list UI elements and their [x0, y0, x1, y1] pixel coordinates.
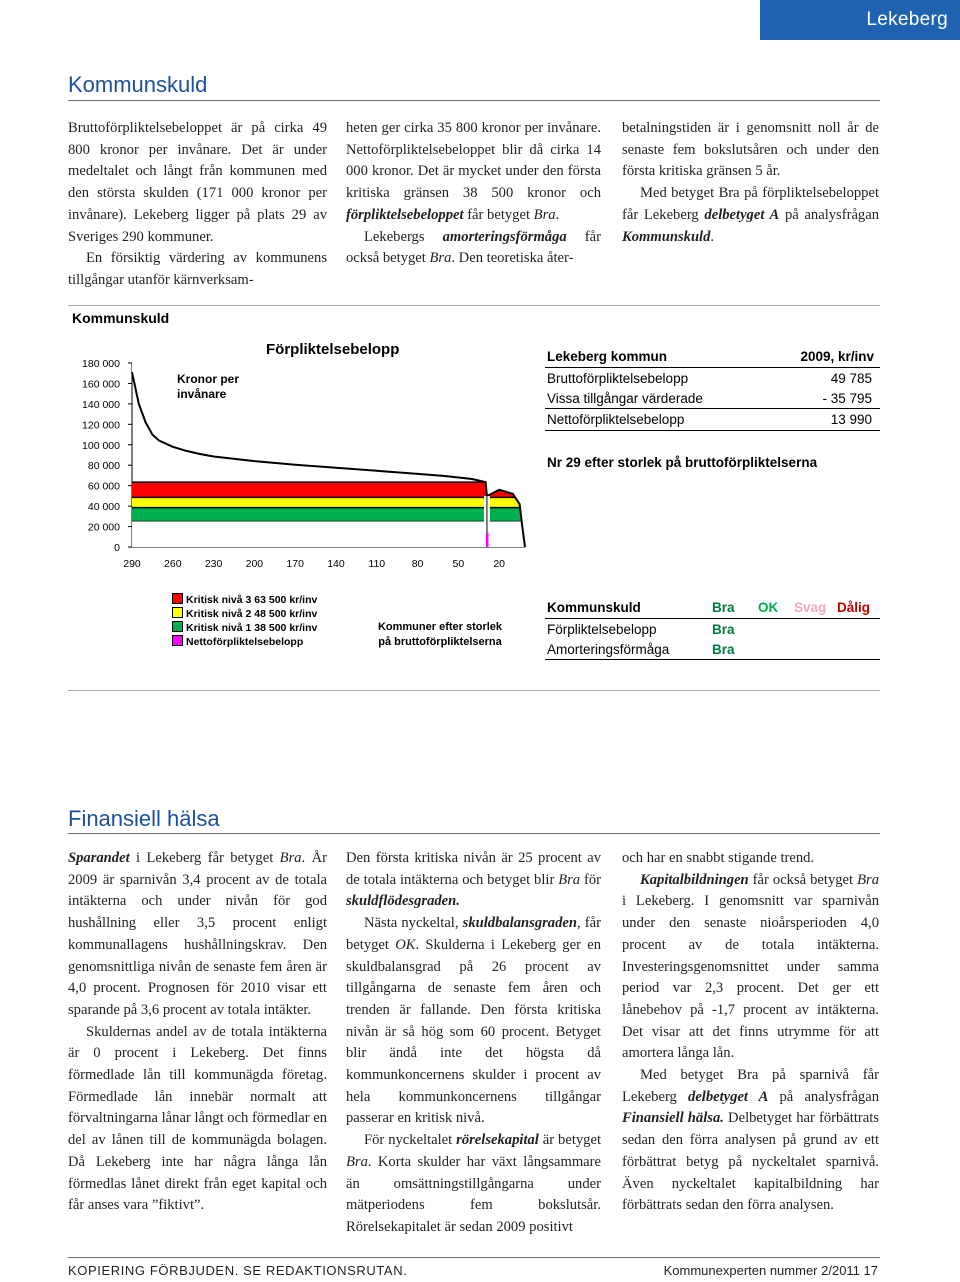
- paragraph: och har en snabbt stigande trend.: [622, 850, 815, 866]
- scale-dalig: Dålig: [837, 600, 871, 615]
- y-tick-label: 160 000: [82, 378, 120, 391]
- paragraph: Lekebergs amorteringsförmåga får också betyget Bra. Den teoretiska åter-: [346, 228, 601, 267]
- debt-distribution-chart: [40, 335, 580, 595]
- x-tick-label: 230: [204, 558, 223, 570]
- paragraph: Sparandet i Lekeberg får betyget Bra. År 2009 är sparnivån 3,4 procent av de totala intäkterna och under nivån för god hushållning eller 3,5 procent enligt kommunallagens hushållningskrav. Den genomsnittliga nivån de senaste fem åren är 4,0 procent. Prognosen för 2010 visar ett sparande på 3,6 procent av totala intäkter.: [68, 850, 327, 1018]
- band-floor: [132, 521, 525, 547]
- paragraph: Bruttoförpliktelsebeloppet är på cirka 49 800 kronor per invånare. Det är under medeltalet och långt från kommunen med den största skulden (171 000 kronor per invånare). Lekeberg ligger på plats 29 av Sveriges 290 kommuner.: [68, 120, 327, 245]
- grade-row: Amorteringsförmåga Bra: [545, 639, 880, 660]
- key-figures-table: [545, 347, 880, 431]
- section-heading-kommunskuld: Kommunskuld: [68, 72, 208, 97]
- legend-item-net: Nettoförpliktelsebelopp: [172, 635, 303, 648]
- text-column-2: [346, 118, 601, 270]
- table-header: [545, 347, 880, 368]
- x-tick-label: 290: [123, 558, 141, 570]
- section-rule: [68, 100, 880, 101]
- panel-rule-bottom: [68, 690, 880, 691]
- table-row: Vissa tillgångar värderade - 35 795: [545, 388, 880, 409]
- grade-table-title: Kommunskuld: [547, 600, 641, 615]
- paragraph: För nyckeltalet rörelsekapital är betyget Bra. Korta skulder har växt långsammare än omsättningstillgångarna under mätperiodens fem bokslutsår. Rörelsekapitalet är sedan 2009 positivt: [346, 1132, 602, 1235]
- band-kritisk-nivå-3: [132, 482, 525, 497]
- y-tick-label: 60 000: [87, 480, 120, 493]
- legend-item-level2: Kritisk nivå 2 48 500 kr/inv: [172, 607, 317, 620]
- net-debt-marker: [486, 533, 489, 547]
- x-tick-label: 50: [452, 558, 465, 570]
- legend-item-level1: Kritisk nivå 1 38 500 kr/inv: [172, 621, 317, 634]
- paragraph: heten ger cirka 35 800 kronor per invånare. Nettoförpliktelsebeloppet blir då cirka 14 000 kronor. Det är mycket under den första kritiska gränsen 38 500 kronor och förpliktelsebeloppet får betyget Bra.: [346, 120, 601, 223]
- grade-table: [545, 597, 880, 660]
- copyright-note: KOPIERING FÖRBJUDEN. SE REDAKTIONSRUTAN.: [68, 1263, 408, 1278]
- x-tick-label: 260: [164, 558, 182, 570]
- x-tick-label: 170: [286, 558, 304, 570]
- municipality-banner: Lekeberg: [760, 0, 960, 40]
- y-tick-label: 140 000: [82, 398, 120, 411]
- text-column-1: [68, 118, 327, 292]
- x-axis-caption: Kommuner efter storlek på bruttoförpliktelserna: [377, 621, 503, 648]
- table-row: Bruttoförpliktelsebelopp 49 785: [547, 371, 872, 386]
- y-tick-label: 40 000: [87, 501, 120, 514]
- table-row: Nettoförpliktelsebelopp 13 990: [547, 412, 872, 427]
- legend-swatch: [172, 635, 183, 646]
- legend-swatch: [172, 593, 183, 604]
- text-column-1: [68, 848, 327, 1217]
- chart-subtitle: Förpliktelsebelopp: [266, 341, 400, 358]
- y-tick-label: 20 000: [87, 521, 120, 534]
- legend-swatch: [172, 607, 183, 618]
- grade-table-header: [545, 597, 880, 619]
- section-rule: [68, 833, 880, 834]
- y-axis-unit: Kronor per invånare: [177, 372, 240, 401]
- table-header-label: Lekeberg kommun: [547, 349, 668, 364]
- paragraph: Med betyget Bra på sparnivå får Lekeberg delbetyget A på analysfrågan Finansiell hälsa. Delbetyget har förbättrats sedan den förra analysen på grund av ett förbättrat betyg på nyckeltalet sparnivå. Även nyckeltalet kapitalbildning har förbättrats sedan den förra analysen.: [622, 1067, 880, 1214]
- text-column-2: [346, 848, 601, 1239]
- x-tick-label: 80: [411, 558, 424, 570]
- publication-page: Kommunexperten nummer 2/2011 17: [663, 1263, 878, 1278]
- text-column-3: [622, 118, 879, 248]
- paragraph: Kapitalbildningen får också betyget Bra i Lekeberg. I genomsnitt var sparnivån under den senaste nioårsperioden 4,0 procent av de totala intäkterna. Investeringsgenomsnittet under samma period var 2,3 procent. Det ger ett lånebehov på -1,7 procent av intäkterna. Det visar att det finns utrymme för att amortera långa lån.: [622, 871, 879, 1062]
- paragraph: Den första kritiska nivån är 25 procent av de totala intäkterna och betyget blir Bra för skuldflödesgraden.: [346, 850, 602, 910]
- grade-row: Förpliktelsebelopp Bra: [547, 622, 735, 637]
- rank-note: Nr 29 efter storlek på bruttoförpliktelserna: [547, 455, 818, 470]
- paragraph: Med betyget Bra på förpliktelsebeloppet får Lekeberg delbetyget A på analysfrågan Kommunskuld.: [622, 185, 879, 245]
- x-tick-label: 140: [327, 558, 345, 570]
- y-tick-label: 100 000: [82, 439, 120, 452]
- scale-bra: Bra: [712, 600, 735, 615]
- section-heading-finansiell-halsa: Finansiell hälsa: [68, 806, 220, 831]
- paragraph: En försiktig värdering av kommunens tillgångar utanför kärnverksam-: [68, 250, 327, 288]
- y-tick-label: 180 000: [82, 358, 120, 370]
- paragraph: Skuldernas andel av de totala intäkterna är 0 procent i Lekeberg. Det finns förmedlade lån till kommunägda företag. Förmedlade lån innebär normalt att förvaltningarna lånar långt och förmedlar en del av lånen till de kommunägda bolagen. Då Lekeberg inte har några långa lån förmedlas lånet direkt från eget kapital och får anses vara ”fiktivt”.: [68, 1023, 327, 1214]
- chart-panel-title: Kommunskuld: [72, 310, 170, 326]
- x-tick-label: 200: [245, 558, 264, 570]
- legend-swatch: [172, 621, 183, 632]
- panel-rule: [68, 305, 880, 306]
- band-kritisk-nivå-2: [132, 497, 525, 507]
- y-tick-label: 0: [114, 542, 120, 554]
- scale-svag: Svag: [794, 600, 827, 615]
- paragraph: Nästa nyckeltal, skuldbalansgraden, får betyget OK. Skulderna i Lekeberg ger en skuldbalansgrad på 26 procent av tillgångarna de senaste fem åren och trenden är fallande. Den första kritiska nivån är så hög som 60 procent. Betyget blir ändå inte det högsta då kommunkoncernens skulder i procent av hela kommunkoncernens tillgångar passerar en kritisk nivå.: [346, 915, 601, 1127]
- x-tick-label: 110: [368, 558, 386, 570]
- table-header-year: 2009, kr/inv: [800, 349, 874, 364]
- y-tick-label: 80 000: [87, 460, 120, 473]
- text-column-3: [622, 848, 879, 1217]
- y-tick-label: 120 000: [82, 419, 120, 432]
- x-tick-label: 20: [493, 558, 506, 570]
- scale-ok: OK: [758, 600, 779, 615]
- paragraph: betalningstiden är i genomsnitt noll år de senaste fem bokslutsåren och under den första kritiska gränsen 5 år.: [622, 120, 879, 180]
- legend-item-level3: Kritisk nivå 3 63 500 kr/inv: [172, 593, 317, 606]
- footer-rule: [68, 1257, 880, 1258]
